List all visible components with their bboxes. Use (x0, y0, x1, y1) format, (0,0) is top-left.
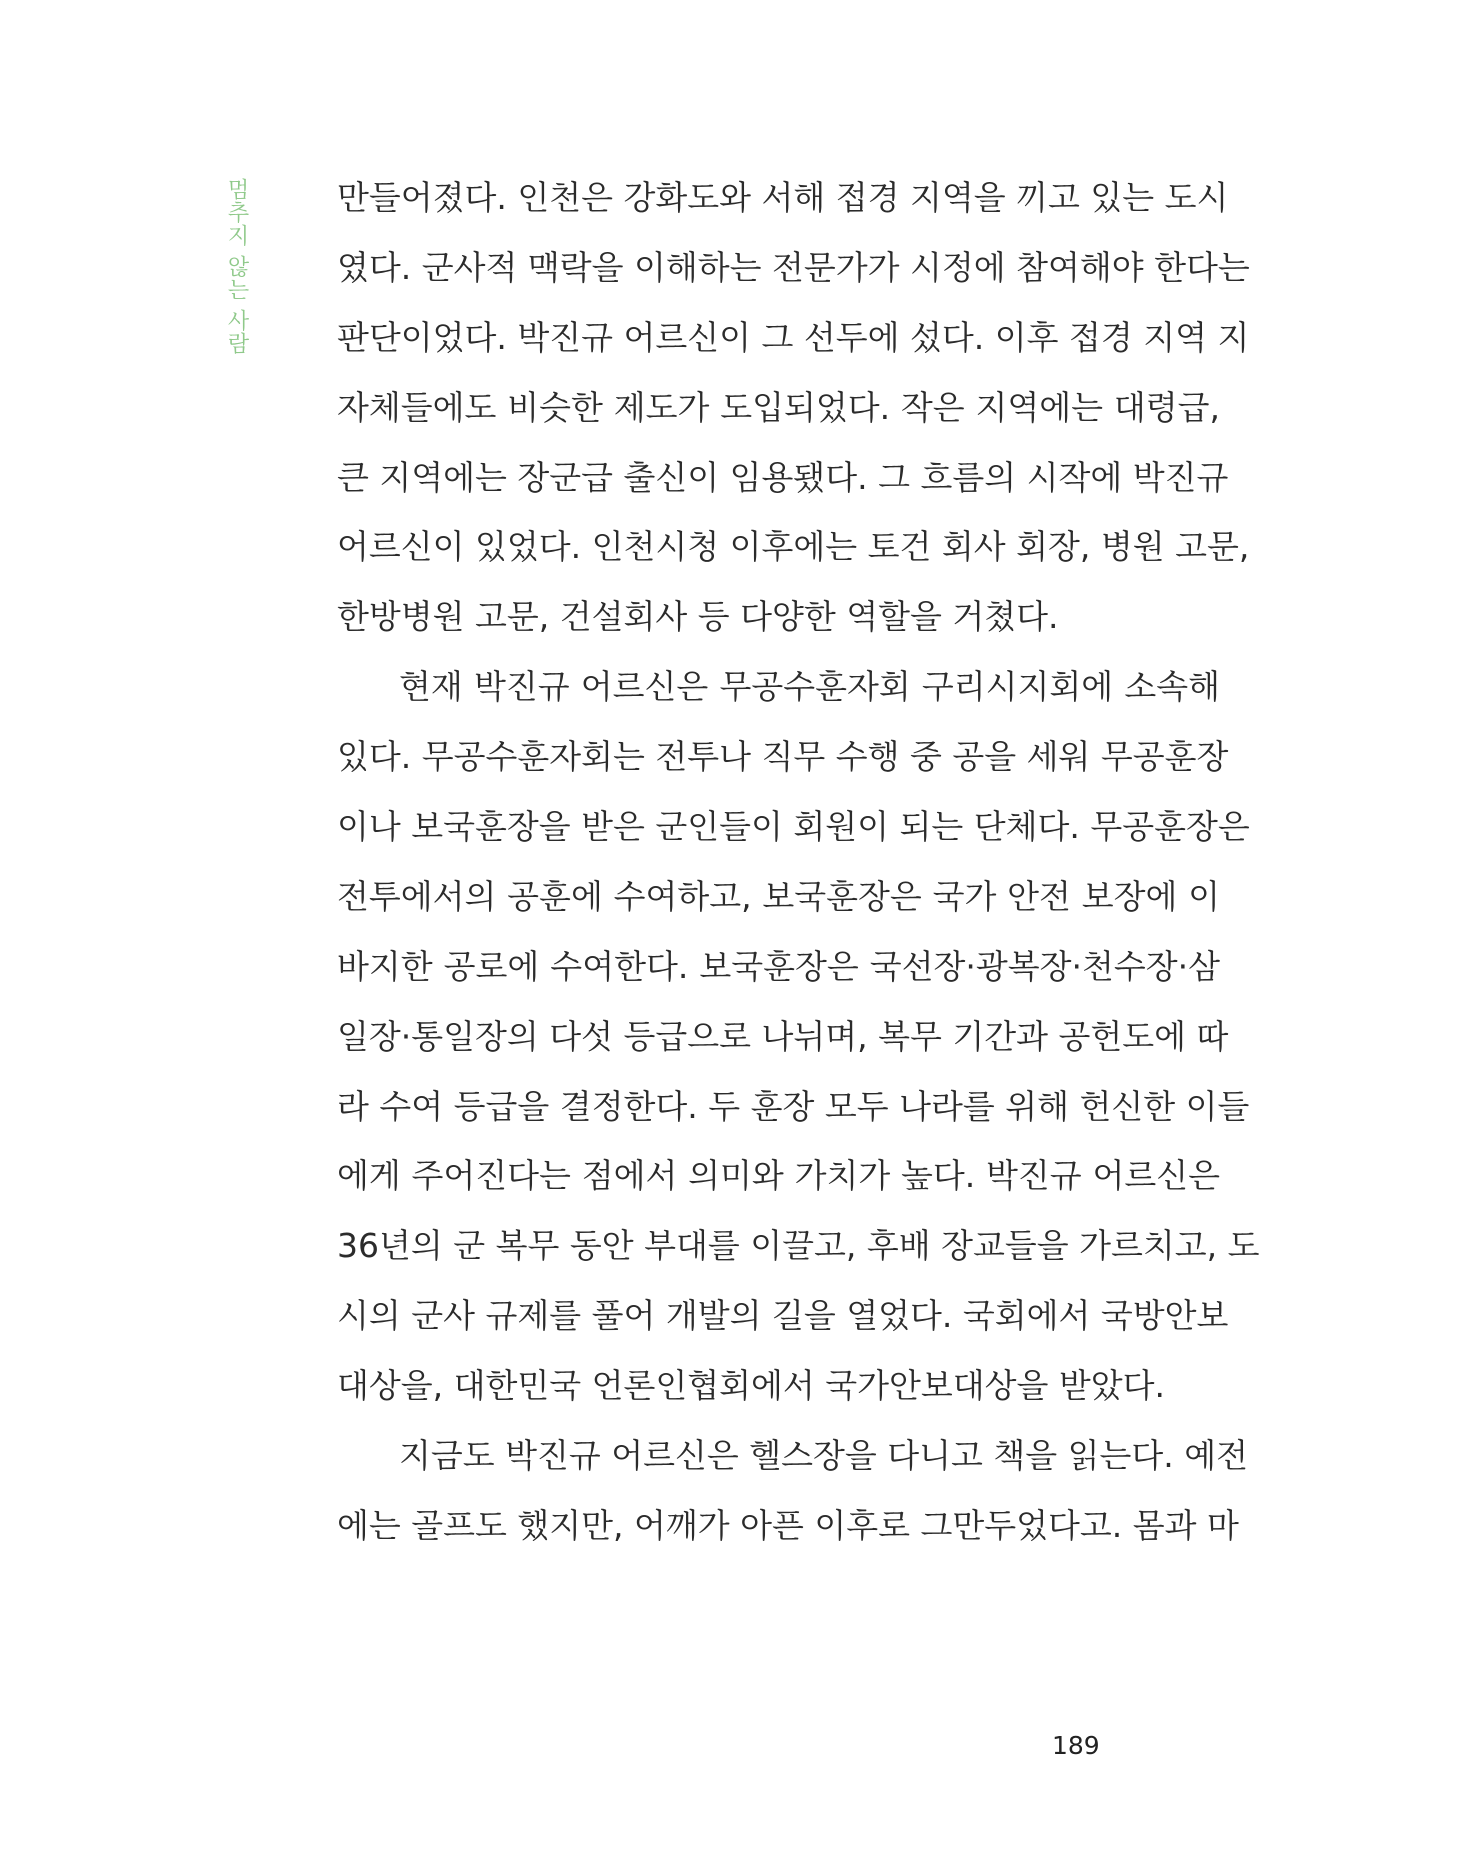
text-line: 만들어졌다. 인천은 강화도와 서해 접경 지역을 끼고 있는 도시 (337, 178, 1229, 217)
text-line: 현재 박진규 어르신은 무공수훈자회 구리시지회에 소속해 (399, 667, 1220, 707)
text-line: 에는 골프도 했지만, 어깨가 아픈 이후로 그만두었다고. 몸과 마 (337, 1505, 1239, 1545)
body-text (337, 163, 1260, 1561)
text-line: 36년의 군 복무 동안 부대를 이끌고, 후배 장교들을 가르치고, 도 (337, 1226, 1260, 1266)
text-line: 일장·통일장의 다섯 등급으로 나뉘며, 복무 기간과 공헌도에 따 (337, 1016, 1229, 1056)
text-line: 지금도 박진규 어르신은 헬스장을 다니고 책을 읽는다. 예전 (399, 1436, 1248, 1476)
text-line: 라 수여 등급을 결정한다. 두 훈장 모두 나라를 위해 헌신한 이들 (337, 1086, 1250, 1126)
text-line: 였다. 군사적 맥락을 이해하는 전문가가 시정에 참여해야 한다는 (337, 247, 1250, 287)
text-line: 전투에서의 공훈에 수여하고, 보국훈장은 국가 안전 보장에 이 (337, 876, 1220, 916)
text-line: 한방병원 고문, 건설회사 등 다양한 역할을 거쳤다. (337, 597, 1059, 637)
text-line: 있다. 무공수훈자회는 전투나 직무 수행 중 공을 세워 무공훈장 (337, 737, 1229, 777)
text-line: 에게 주어진다는 점에서 의미와 가치가 높다. 박진규 어르신은 (337, 1156, 1220, 1196)
running-head: 멈추지 않는 사람 (224, 178, 249, 355)
text-line: 판단이었다. 박진규 어르신이 그 선두에 섰다. 이후 접경 지역 지 (337, 317, 1250, 357)
text-line: 자체들에도 비슷한 제도가 도입되었다. 작은 지역에는 대령급, (337, 387, 1220, 427)
page-number: 189 (1052, 1731, 1100, 1760)
text-line: 큰 지역에는 장군급 출신이 임용됐다. 그 흐름의 시작에 박진규 (337, 457, 1229, 497)
text-line: 이나 보국훈장을 받은 군인들이 회원이 되는 단체다. 무공훈장은 (337, 807, 1250, 847)
text-line: 대상을, 대한민국 언론인협회에서 국가안보대상을 받았다. (337, 1366, 1166, 1406)
text-line: 바지한 공로에 수여한다. 보국훈장은 국선장·광복장·천수장·삼 (337, 946, 1220, 986)
text-line: 시의 군사 규제를 풀어 개발의 길을 열었다. 국회에서 국방안보 (337, 1296, 1229, 1336)
text-line: 어르신이 있었다. 인천시청 이후에는 토건 회사 회장, 병원 고문, (337, 527, 1250, 567)
